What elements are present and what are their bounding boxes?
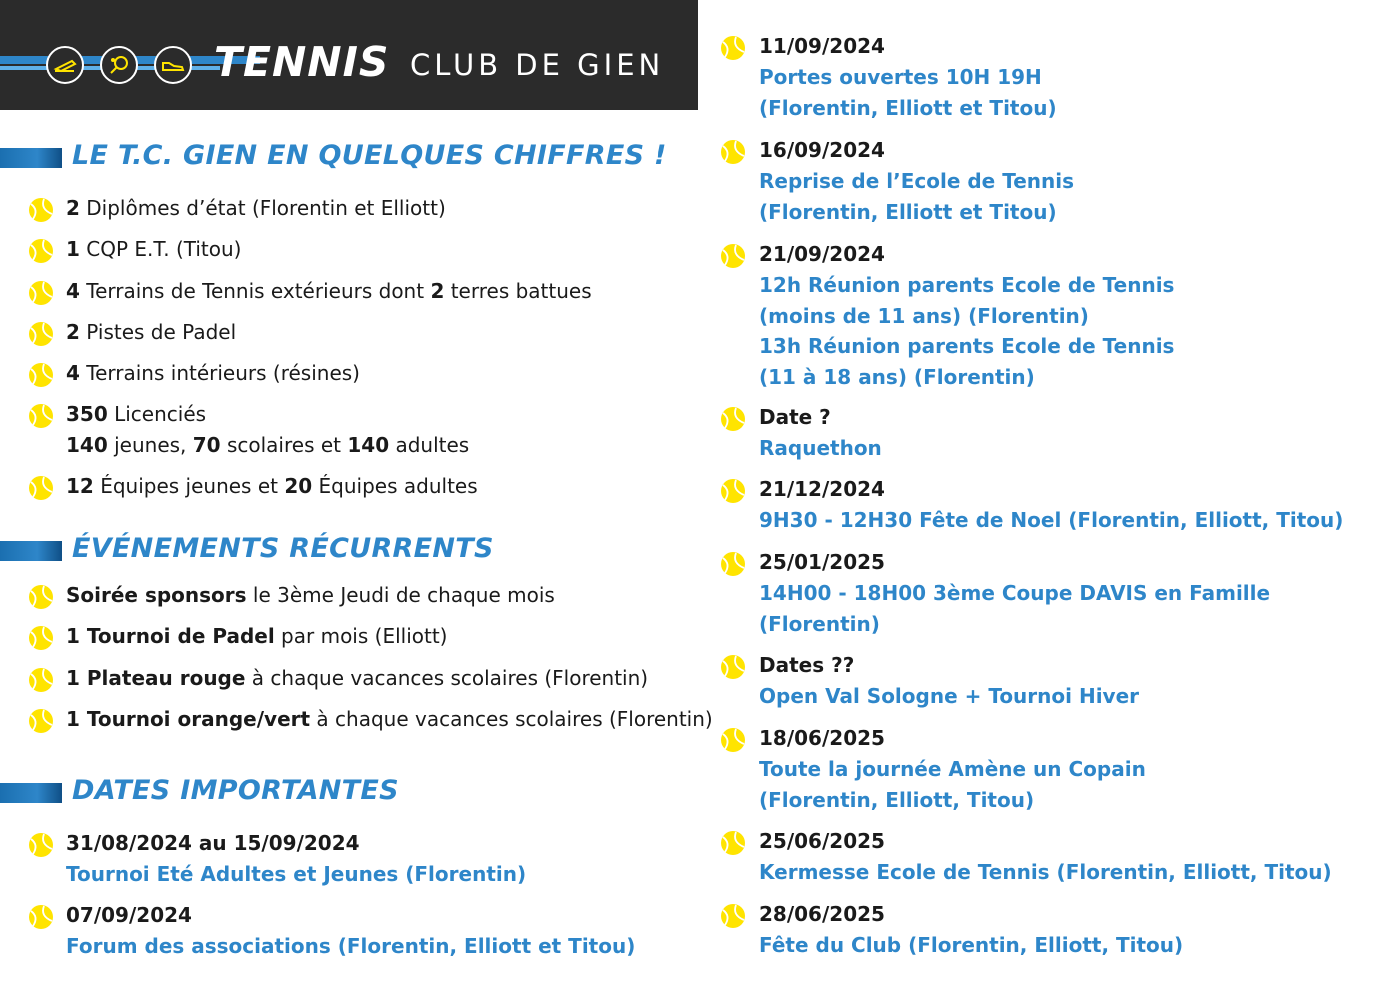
event-date: Date ? <box>759 405 831 429</box>
event-date: 07/09/2024 <box>66 903 192 927</box>
list-item <box>66 474 478 498</box>
event-description: Tournoi Eté Adultes et Jeunes (Florentin) <box>66 862 527 886</box>
tennis-ball-icon <box>28 362 54 388</box>
event-description: Forum des associations (Florentin, Elliott et Titou) <box>66 934 636 958</box>
event-description: 12h Réunion parents Ecole de Tennis <box>759 273 1175 297</box>
event-description: Fête du Club (Florentin, Elliott, Titou) <box>759 933 1184 957</box>
tennis-ball-icon <box>28 403 54 429</box>
list-item <box>66 279 592 303</box>
item-text: Licenciés <box>107 402 207 426</box>
list-item <box>66 624 447 648</box>
list-item <box>66 583 555 607</box>
item-text: à chaque vacances scolaires (Florentin) <box>310 707 713 731</box>
bold-text: 70 <box>192 433 221 457</box>
tennis-ball-icon <box>720 139 746 165</box>
tennis-ball-icon <box>28 280 54 306</box>
tennis-ball-icon <box>720 406 746 432</box>
bold-text: 1 Tournoi orange/vert <box>66 707 311 731</box>
event-description: (Florentin, Elliott, Titou) <box>759 787 1035 812</box>
item-text: Diplômes d’état (Florentin et Elliott) <box>79 196 446 220</box>
event-description: Kermesse Ecole de Tennis (Florentin, Elliott, Titou) <box>759 860 1332 884</box>
event-description: (Florentin) <box>759 611 880 636</box>
racket-icon <box>46 46 84 84</box>
event-description: 14H00 - 18H00 3ème Coupe DAVIS en Famille <box>759 581 1271 605</box>
bold-text: 1 Tournoi de Padel <box>66 624 275 648</box>
club-title-strong: TENNIS <box>214 38 390 86</box>
heading-label: ÉVÉNEMENTS RÉCURRENTS <box>72 533 494 564</box>
event-description: Portes ouvertes 10H 19H <box>759 65 1042 89</box>
event-date: 31/08/2024 au 15/09/2024 <box>66 831 360 855</box>
tennis-ball-icon <box>28 475 54 501</box>
tennis-ball-icon <box>28 625 54 651</box>
item-text: scolaires et <box>220 433 348 457</box>
item-text: Terrains intérieurs (résines) <box>79 361 360 385</box>
event-description: (11 à 18 ans) (Florentin) <box>759 364 1035 389</box>
tennis-ball-icon <box>720 903 746 929</box>
ball-racket-icon <box>100 46 138 84</box>
tennis-ball-icon <box>28 238 54 264</box>
heading-bar <box>0 541 62 561</box>
tennis-ball-icon <box>720 478 746 504</box>
event-description: Raquethon <box>759 436 882 460</box>
list-item <box>66 320 236 344</box>
bold-text: 140 <box>66 433 108 457</box>
tennis-ball-icon <box>720 35 746 61</box>
heading-label: LE T.C. GIEN EN QUELQUES CHIFFRES ! <box>72 140 667 171</box>
event-date: 21/09/2024 <box>759 242 885 266</box>
tennis-ball-icon <box>720 727 746 753</box>
tennis-ball-icon <box>28 832 54 858</box>
event-date: 11/09/2024 <box>759 34 885 58</box>
tennis-ball-icon <box>28 667 54 693</box>
club-title-light: CLUB DE GIEN <box>410 48 665 82</box>
item-text: CQP E.T. (Titou) <box>79 237 242 261</box>
tennis-ball-icon <box>720 551 746 577</box>
item-text: Équipes adultes <box>312 474 478 498</box>
tennis-ball-icon <box>28 708 54 734</box>
event-date: 16/09/2024 <box>759 138 885 162</box>
item-text: jeunes, <box>107 433 193 457</box>
item-text: adultes <box>389 433 470 457</box>
bold-text: 4 <box>66 361 80 385</box>
event-description: (Florentin, Elliott et Titou) <box>759 95 1057 120</box>
heading-bar <box>0 783 62 803</box>
tennis-ball-icon <box>720 830 746 856</box>
event-description: Reprise de l’Ecole de Tennis <box>759 169 1074 193</box>
event-description: (Florentin, Elliott et Titou) <box>759 199 1057 224</box>
item-text: à chaque vacances scolaires (Florentin) <box>245 666 649 690</box>
item-text: Terrains de Tennis extérieurs dont <box>79 279 431 303</box>
list-item <box>66 196 446 220</box>
item-text: Pistes de Padel <box>79 320 237 344</box>
list-item <box>66 707 713 731</box>
item-text: par mois (Elliott) <box>274 624 448 648</box>
tennis-ball-icon <box>720 243 746 269</box>
bold-text: 350 <box>66 402 108 426</box>
bold-text: 4 <box>66 279 80 303</box>
event-date: 28/06/2025 <box>759 902 885 926</box>
header-banner <box>0 0 698 110</box>
bold-text: 2 <box>430 279 445 303</box>
event-description: 13h Réunion parents Ecole de Tennis <box>759 334 1175 358</box>
bold-text: 2 <box>66 320 80 344</box>
bold-text: 1 Plateau rouge <box>66 666 246 690</box>
list-item <box>66 433 469 457</box>
item-text: terres battues <box>444 279 592 303</box>
heading-bar <box>0 148 62 168</box>
tennis-ball-icon <box>28 584 54 610</box>
event-date: 21/12/2024 <box>759 477 885 501</box>
event-date: 18/06/2025 <box>759 726 885 750</box>
bold-text: 12 <box>66 474 94 498</box>
bold-text: 1 <box>66 237 80 261</box>
event-description: 9H30 - 12H30 Fête de Noel (Florentin, Elliott, Titou) <box>759 508 1344 532</box>
item-text: le 3ème Jeudi de chaque mois <box>246 583 555 607</box>
event-description: Open Val Sologne + Tournoi Hiver <box>759 684 1140 708</box>
list-item <box>66 237 241 261</box>
shoe-icon <box>154 46 192 84</box>
event-date: Dates ?? <box>759 653 855 677</box>
tennis-ball-icon <box>28 197 54 223</box>
bold-text: 140 <box>347 433 390 457</box>
tennis-ball-icon <box>720 654 746 680</box>
event-description: Toute la journée Amène un Copain <box>759 757 1146 781</box>
list-item <box>66 666 648 690</box>
item-text: Équipes jeunes et <box>93 474 285 498</box>
heading-label: DATES IMPORTANTES <box>72 775 399 806</box>
event-date: 25/06/2025 <box>759 829 885 853</box>
bold-text: 2 <box>66 196 80 220</box>
event-description: (moins de 11 ans) (Florentin) <box>759 303 1089 328</box>
bold-text: Soirée sponsors <box>66 583 247 607</box>
list-item <box>66 402 206 426</box>
event-date: 25/01/2025 <box>759 550 885 574</box>
bold-text: 20 <box>284 474 313 498</box>
tennis-ball-icon <box>28 321 54 347</box>
list-item <box>66 361 360 385</box>
tennis-ball-icon <box>28 904 54 930</box>
